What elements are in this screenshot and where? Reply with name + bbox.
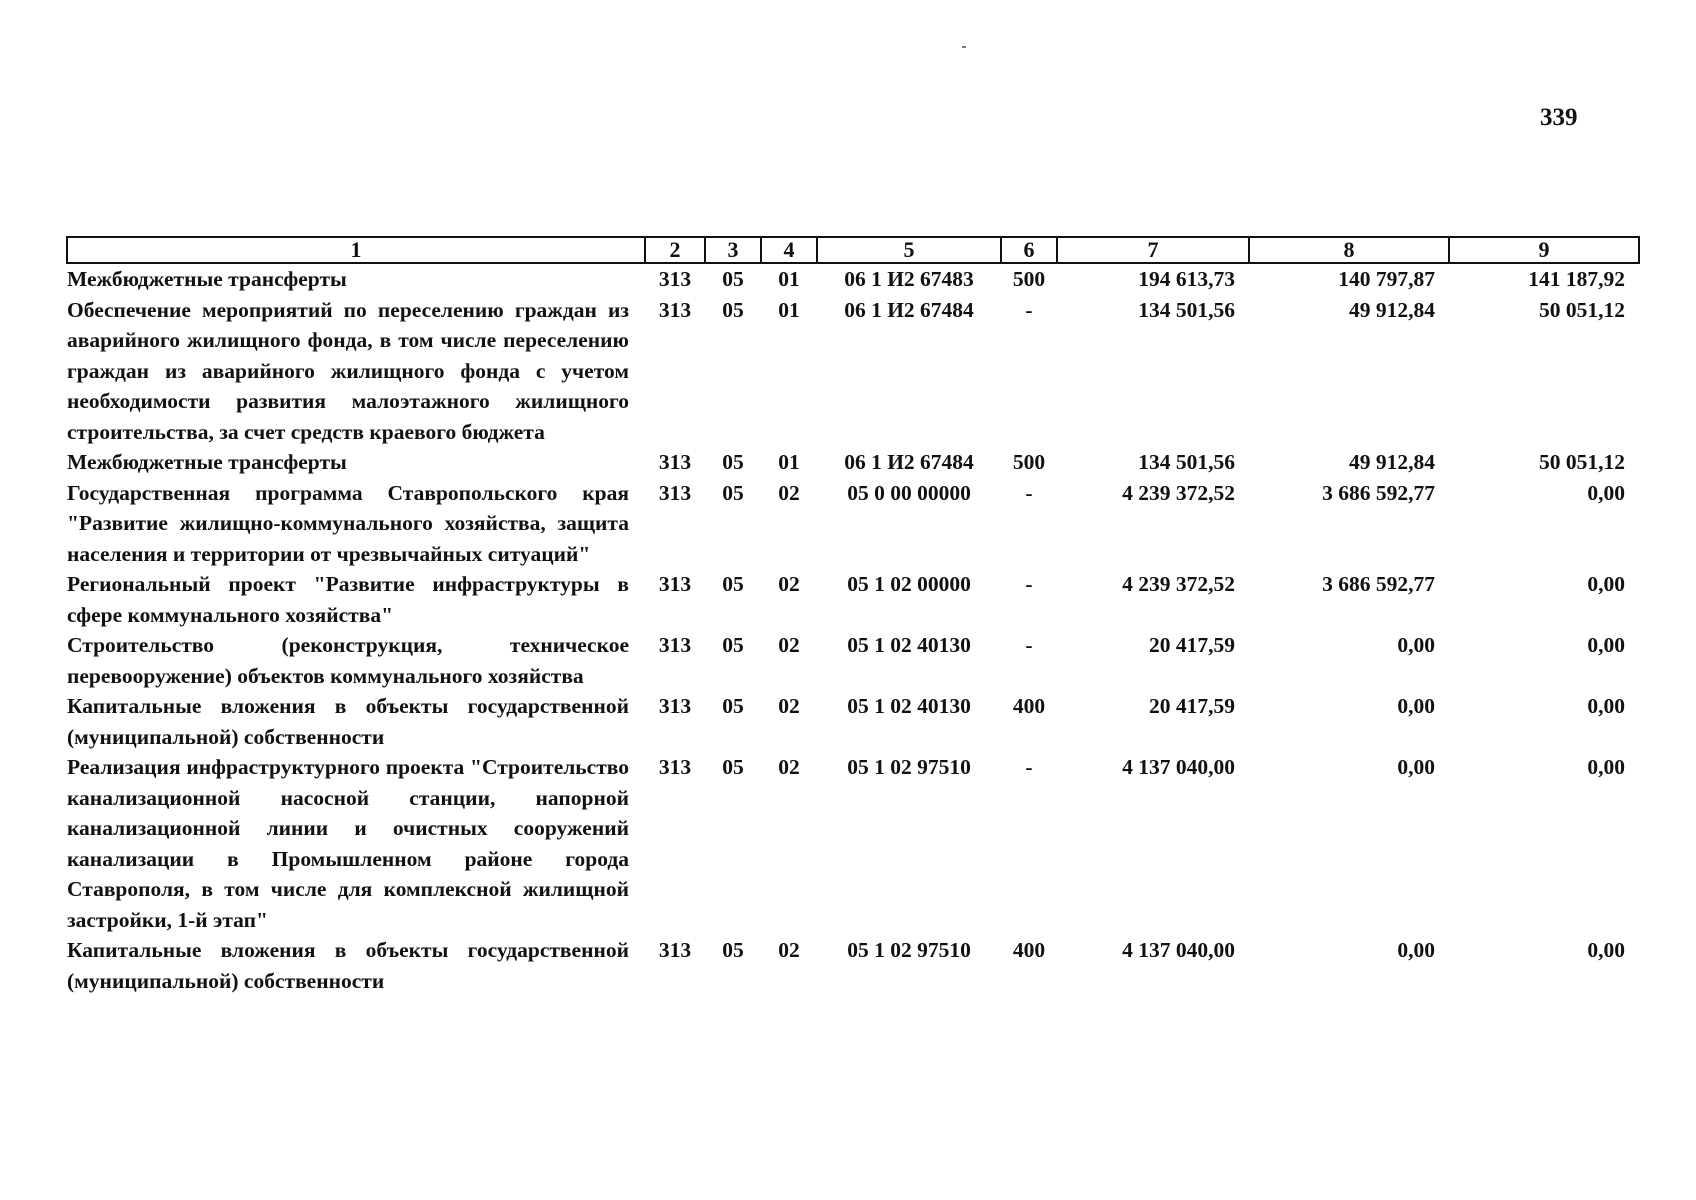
column-header: 3 bbox=[705, 237, 761, 263]
cell-ministry-code: 313 bbox=[658, 755, 692, 779]
cell-amount-col9: 141 187,92 bbox=[1528, 267, 1625, 291]
row-name: Строительство (реконструкция, техническое перевооружение) объектов коммунального хозяйства bbox=[67, 633, 629, 688]
cell-section-code: 05 bbox=[722, 480, 744, 505]
cell-amount-col8: 0,00 bbox=[1397, 755, 1435, 779]
cell-subsection-code: 02 bbox=[778, 694, 800, 718]
table-row bbox=[67, 691, 1639, 752]
cell-amount-col9: 0,00 bbox=[1587, 572, 1625, 596]
cell-expense-type: - bbox=[1025, 480, 1033, 505]
cell-amount-col8: 0,00 bbox=[1397, 694, 1435, 718]
column-header: 2 bbox=[645, 237, 705, 263]
row-name: Реализация инфраструктурного проекта "Строительство канализационной насосной станции, напорной канализационной линии и очистных сооружений канализации в Промышленном районе города Ставрополя, в том числе для комплексной жилищной застройки, 1-й этап" bbox=[67, 755, 629, 932]
column-header: 9 bbox=[1449, 237, 1639, 263]
cell-ministry-code: 313 bbox=[658, 572, 692, 596]
table-row bbox=[67, 263, 1639, 295]
cell-amount-col8: 3 686 592,77 bbox=[1322, 572, 1435, 596]
column-header: 6 bbox=[1001, 237, 1057, 263]
cell-amount-col7: 4 137 040,00 bbox=[1122, 938, 1235, 962]
cell-amount-col8: 0,00 bbox=[1397, 633, 1435, 657]
cell-target-article: 05 0 00 00000 bbox=[847, 480, 971, 505]
cell-subsection-code: 02 bbox=[778, 755, 800, 779]
cell-target-article: 05 1 02 40130 bbox=[847, 694, 971, 718]
table-row bbox=[67, 935, 1639, 996]
cell-amount-col9: 0,00 bbox=[1587, 480, 1625, 505]
page-number: 339 bbox=[1540, 104, 1578, 131]
cell-section-code: 05 bbox=[722, 297, 744, 322]
cell-amount-col9: 0,00 bbox=[1587, 755, 1625, 779]
cell-target-article: 06 1 И2 67483 bbox=[844, 267, 974, 291]
cell-amount-col7: 134 501,56 bbox=[1138, 450, 1235, 474]
column-header: 4 bbox=[761, 237, 817, 263]
cell-target-article: 05 1 02 97510 bbox=[847, 755, 971, 779]
cell-section-code: 05 bbox=[722, 572, 744, 596]
table-row bbox=[67, 478, 1639, 570]
row-name: Обеспечение мероприятий по переселению граждан из аварийного жилищного фонда, в том числе переселению граждан из аварийного жилищного фонда с учетом необходимости развития малоэтажного жилищного строительства, за счет средств краевого бюджета bbox=[67, 297, 629, 444]
row-name: Капитальные вложения в объекты государственной (муниципальной) собственности bbox=[67, 694, 629, 749]
cell-section-code: 05 bbox=[722, 267, 744, 291]
cell-section-code: 05 bbox=[722, 694, 744, 718]
cell-target-article: 06 1 И2 67484 bbox=[844, 450, 974, 474]
table-header-row bbox=[67, 237, 1639, 263]
cell-ministry-code: 313 bbox=[658, 938, 692, 962]
cell-subsection-code: 02 bbox=[778, 480, 800, 505]
cell-ministry-code: 313 bbox=[658, 297, 692, 322]
cell-subsection-code: 02 bbox=[778, 938, 800, 962]
cell-amount-col7: 20 417,59 bbox=[1149, 633, 1235, 657]
cell-amount-col9: 0,00 bbox=[1587, 694, 1625, 718]
row-name: Межбюджетные трансферты bbox=[67, 267, 347, 291]
cell-amount-col7: 134 501,56 bbox=[1138, 297, 1235, 322]
cell-subsection-code: 01 bbox=[778, 450, 800, 474]
cell-expense-type: - bbox=[1025, 633, 1033, 657]
cell-ministry-code: 313 bbox=[658, 450, 692, 474]
cell-section-code: 05 bbox=[722, 755, 744, 779]
cell-expense-type: 400 bbox=[1012, 938, 1046, 962]
cell-ministry-code: 313 bbox=[658, 694, 692, 718]
cell-amount-col8: 140 797,87 bbox=[1338, 267, 1435, 291]
cell-target-article: 05 1 02 00000 bbox=[847, 572, 971, 596]
cell-subsection-code: 02 bbox=[778, 633, 800, 657]
cell-subsection-code: 02 bbox=[778, 572, 800, 596]
cell-subsection-code: 01 bbox=[778, 267, 800, 291]
cell-amount-col8: 3 686 592,77 bbox=[1322, 480, 1435, 505]
table-row bbox=[67, 295, 1639, 448]
column-header: 5 bbox=[817, 237, 1001, 263]
cell-section-code: 05 bbox=[722, 450, 744, 474]
cell-target-article: 05 1 02 40130 bbox=[847, 633, 971, 657]
table-row bbox=[67, 447, 1639, 478]
table-row bbox=[67, 569, 1639, 630]
cell-amount-col7: 194 613,73 bbox=[1138, 267, 1235, 291]
table-row bbox=[67, 630, 1639, 691]
cell-expense-type: - bbox=[1025, 572, 1033, 596]
cell-amount-col8: 49 912,84 bbox=[1349, 450, 1435, 474]
cell-ministry-code: 313 bbox=[658, 480, 692, 505]
cell-section-code: 05 bbox=[722, 633, 744, 657]
cell-amount-col9: 0,00 bbox=[1587, 938, 1625, 962]
scan-speck bbox=[962, 46, 966, 48]
row-name: Государственная программа Ставропольского края "Развитие жилищно-коммунального хозяйства, защита населения и территории от чрезвычайных ситуаций" bbox=[67, 480, 629, 566]
cell-amount-col9: 50 051,12 bbox=[1539, 297, 1625, 322]
cell-amount-col7: 20 417,59 bbox=[1149, 694, 1235, 718]
column-header: 1 bbox=[67, 237, 645, 263]
cell-amount-col7: 4 239 372,52 bbox=[1122, 572, 1235, 596]
cell-amount-col9: 50 051,12 bbox=[1539, 450, 1625, 474]
cell-target-article: 06 1 И2 67484 bbox=[844, 297, 974, 322]
table-row bbox=[67, 752, 1639, 935]
cell-amount-col7: 4 239 372,52 bbox=[1122, 480, 1235, 505]
cell-amount-col8: 49 912,84 bbox=[1349, 297, 1435, 322]
budget-table bbox=[66, 236, 1640, 996]
cell-section-code: 05 bbox=[722, 938, 744, 962]
cell-expense-type: 500 bbox=[1012, 267, 1046, 291]
cell-ministry-code: 313 bbox=[658, 267, 692, 291]
column-header: 8 bbox=[1249, 237, 1449, 263]
cell-amount-col8: 0,00 bbox=[1397, 938, 1435, 962]
cell-expense-type: - bbox=[1025, 297, 1033, 322]
cell-subsection-code: 01 bbox=[778, 297, 800, 322]
cell-expense-type: 500 bbox=[1012, 450, 1046, 474]
cell-amount-col7: 4 137 040,00 bbox=[1122, 755, 1235, 779]
cell-ministry-code: 313 bbox=[658, 633, 692, 657]
cell-target-article: 05 1 02 97510 bbox=[847, 938, 971, 962]
cell-expense-type: - bbox=[1025, 755, 1033, 779]
column-header: 7 bbox=[1057, 237, 1249, 263]
row-name: Региональный проект "Развитие инфраструктуры в сфере коммунального хозяйства" bbox=[67, 572, 629, 627]
cell-expense-type: 400 bbox=[1012, 694, 1046, 718]
cell-amount-col9: 0,00 bbox=[1587, 633, 1625, 657]
row-name: Капитальные вложения в объекты государственной (муниципальной) собственности bbox=[67, 938, 629, 993]
row-name: Межбюджетные трансферты bbox=[67, 450, 347, 474]
